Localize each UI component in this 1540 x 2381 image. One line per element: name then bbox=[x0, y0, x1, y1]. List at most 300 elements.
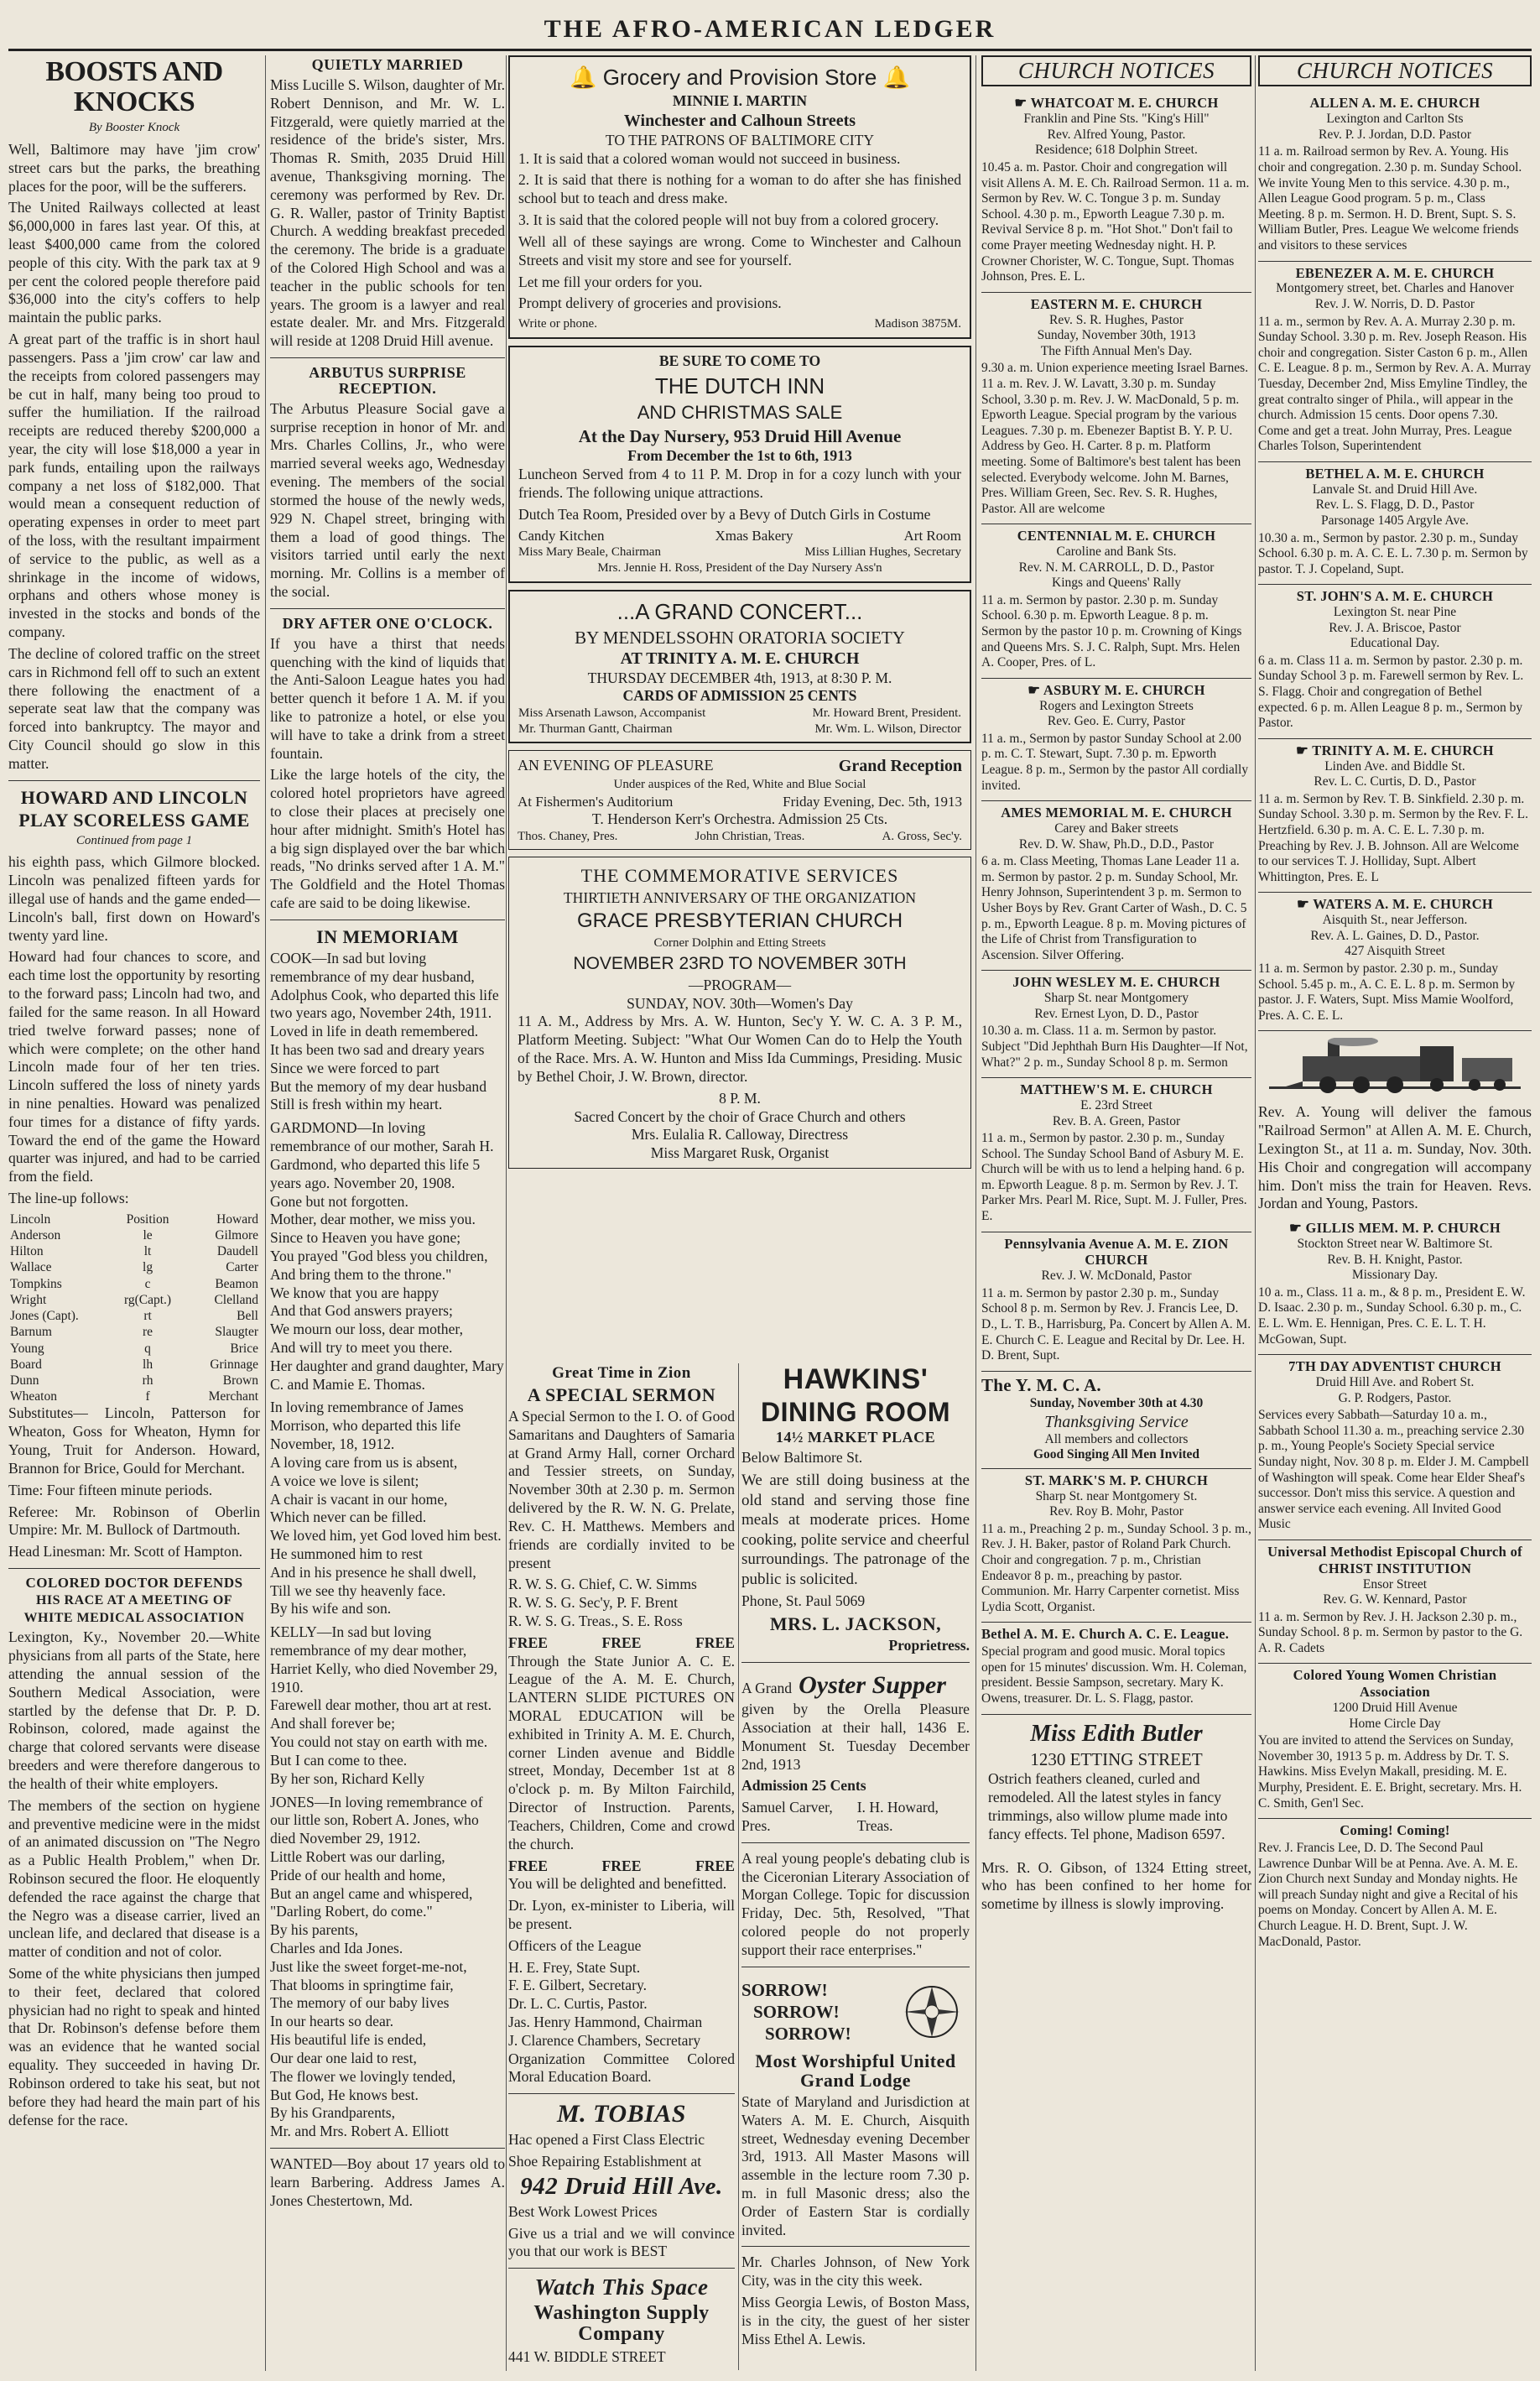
oyster-title: Oyster Supper bbox=[799, 1670, 946, 1699]
church-line: Rev. G. W. Kennard, Pastor bbox=[1323, 1592, 1467, 1607]
headline-dry: DRY AFTER ONE O'CLOCK. bbox=[282, 614, 493, 632]
church-body: 11 a. m. Sermon by pastor. 2.30 p. m., Sunday School. 5.45 p. m., A. C. E. L. 8 p. m. Sermon by pastor. J. F. Waters, Supt. Miss Mamie Woolford, Pres. A. C. E. L. bbox=[1258, 961, 1516, 1023]
poem-line: That blooms in springtime fair, bbox=[270, 1976, 454, 1993]
church-notice bbox=[981, 293, 1251, 525]
dutch-line: Dutch Tea Room, Presided over by a Bevy of Dutch Girls in Costume bbox=[518, 505, 931, 523]
lineup-cell: Grinnage bbox=[210, 1357, 258, 1372]
commem-line: Sacred Concert by the choir of Grace Church and others bbox=[574, 1107, 906, 1125]
church-name: ALLEN A. M. E. CHURCH bbox=[1309, 95, 1480, 112]
church-notice bbox=[1258, 91, 1532, 261]
lineup-cell: Beamon bbox=[215, 1276, 258, 1291]
grocery-item: Well all of these sayings are wrong. Come to Winchester and Calhoun Streets and visit my store and see for yourself. bbox=[518, 232, 961, 268]
church-body: 11 a. m., Sermon by pastor. 2.30 p. m., Sunday School. The Sunday School Band of Asbury M. E. Church will be with us to lend a helping hand. 6 p. m. Epworth League. 8 p. m. Sermon by Rev. J. T. Parker Mrs. Pearl M. Rice, Supt. M. J. Fuller, Pres. E. bbox=[981, 1131, 1247, 1224]
article-paragraph: Howard had four chances to score, and each time lost the opportunity by resorting to the forward pass; Lincoln had two, and failed for the same reason. In all Howard tried twelve forward passes; none of which were complete; on the other hand Lincoln made four of her ten tries. Lincoln suffered the loss of ninety yards in nine penalties. Howard was penalized four times for a distance of fifty yards. Toward the end of the game the Howard quarter was injured, and had to be carried from the field. bbox=[8, 948, 260, 1185]
tobias-line: Best Work Lowest Prices bbox=[508, 2202, 658, 2220]
poem-line: And shall forever be; bbox=[270, 1715, 396, 1732]
church-name-text: WHATCOAT M. E. CHURCH bbox=[1030, 95, 1219, 112]
bell-icon: 🔔 bbox=[882, 65, 910, 90]
poem-line: But I can come to thee. bbox=[270, 1751, 408, 1769]
commemorative-ad bbox=[508, 857, 971, 1169]
lineup-cell: Wallace bbox=[10, 1260, 52, 1275]
separator bbox=[508, 2093, 735, 2094]
dining-phone: Phone, St. Paul 5069 bbox=[741, 1592, 866, 1610]
commem-line: —PROGRAM— bbox=[688, 976, 792, 993]
church-line: Rev. Ernest Lyon, D. D., Pastor bbox=[1034, 1006, 1199, 1021]
church-line: Lexington St. near Pine bbox=[1333, 605, 1457, 620]
poem-line: But God, He knows best. bbox=[270, 2086, 419, 2103]
grocery-owner: MINNIE I. MARTIN bbox=[672, 92, 808, 110]
church-notice bbox=[1258, 1540, 1532, 1665]
grocery-item: Let me fill your orders for you. bbox=[518, 273, 703, 290]
lineup-col: Position bbox=[126, 1211, 169, 1227]
article-paragraph: The United Railways collected at least $6,000,000 in fares last year. Of this, at least $400,000 came from the colored people of this city. With the park tax at 9 per cent the colored people therefore paid $36,000 into the city's coffers to help maintain the public parks. bbox=[8, 199, 260, 326]
church-notice bbox=[1258, 462, 1532, 585]
church-line: Sunday, November 30th, 1913 bbox=[1037, 328, 1196, 343]
grocery-ad bbox=[508, 55, 971, 339]
commem-line: THIRTIETH ANNIVERSARY OF THE ORGANIZATION bbox=[563, 888, 917, 906]
church-body: Rev. J. Francis Lee, D. D. The Second Paul Lawrence Dunbar Will be at Penna. Ave. A. M. E. Zion Church next Sunday and Monday nights. He will preach Sunday night and give a Recital of his poems on Monday. Concert by Allen A. M. E. Church League. H. D. Brent, Supt. J. W. MacDonald, Pastor. bbox=[1258, 1841, 1518, 1949]
dutch-subtitle: AND CHRISTMAS SALE bbox=[637, 401, 843, 423]
poem-line: Farewell dear mother, thou art at rest. bbox=[270, 1696, 492, 1714]
oyster-line: given by the Orella Pleasure Association at their hall, 1436 E. Monument St. Tuesday December 2nd, 1913 bbox=[741, 1701, 970, 1773]
church-line: Rev. B. H. Knight, Pastor. bbox=[1327, 1252, 1463, 1267]
reception-ad bbox=[508, 750, 971, 850]
lineup-cell: Wheaton bbox=[10, 1389, 57, 1404]
lineup-cell: Carter bbox=[226, 1260, 258, 1275]
butler-address: 1230 ETTING STREET bbox=[1030, 1749, 1203, 1770]
church-line: Missionary Day. bbox=[1351, 1268, 1439, 1283]
poem-line: Mother, dear mother, we miss you. bbox=[270, 1211, 476, 1228]
concert-line: BY MENDELSSOHN ORATORIA SOCIETY bbox=[575, 627, 905, 648]
poem-line: A voice we love is silent; bbox=[270, 1472, 419, 1489]
concert-admission: CARDS OF ADMISSION 25 CENTS bbox=[622, 687, 857, 705]
byline: By Booster Knock bbox=[88, 121, 180, 135]
officer: Thos. Chaney, Pres. bbox=[518, 829, 618, 843]
poem-line: And bring them to the throne." bbox=[270, 1265, 452, 1283]
article-paragraph: The members of the section on hygiene and preventive medicine were in the midst of an animated discussion on "The Negro as a Public Health Problem," when Dr. Robinson secured the floor. He eloquently defended the race against the charge that the Negro was a disease carrier, lived an unclean life, and declared that disease is a matter of condition and not of color. bbox=[8, 1796, 260, 1961]
reception-venue bbox=[518, 793, 962, 810]
poem-line: Which never can be filled. bbox=[270, 1508, 427, 1526]
church-body: 10.45 a. m. Pastor. Choir and congregation will visit Allens A. M. E. Ch. Railroad Sermon. 11 a. m. Sermon by Rev. W. C. Tongue 3 p. m. Sunday School. 4.30 p. m., Epworth League 7.30 p. m. Revival Service 8 p. m. "Hot Shot." Don't fail to come Prayer meeting Wednesday night. H. P. Crowner Chorister, W. C. Tongue, Supt. Thomas Johnson, Pres. E. L. bbox=[981, 160, 1250, 284]
classified-wanted: WANTED—Boy about 17 years old to learn Barbering. Address James A. Jones Chestertown, Md. bbox=[270, 2154, 505, 2209]
poem-line: Since to Heaven you have gone; bbox=[270, 1229, 461, 1247]
church-name: Pennsylvania Avenue A. M. E. ZION CHURCH bbox=[1004, 1235, 1229, 1269]
church-line: Thanksgiving Service bbox=[1044, 1412, 1189, 1431]
church-line: Ensor Street bbox=[1362, 1576, 1428, 1592]
hawkins-name: HAWKINS' bbox=[783, 1363, 929, 1395]
butler-ad bbox=[981, 1715, 1251, 1852]
poem-line: Mr. and Mrs. Robert A. Elliott bbox=[270, 2123, 450, 2140]
debate-text: A real young people's debating club is the Ciceronian Literary Association of Morgan College. Topic for discussion Friday, Dec. 5th, Resolved, "That colored people do not properly support their race enterprises." bbox=[741, 1849, 970, 1958]
poem-line: The memory of our baby lives bbox=[270, 1994, 450, 2012]
church-line: Rev. P. J. Jordan, D.D. Pastor bbox=[1319, 127, 1471, 142]
church-name bbox=[981, 682, 1251, 699]
memoriam-notices bbox=[270, 950, 505, 2141]
lineup-cell: Merchant bbox=[208, 1389, 258, 1404]
pointing-hand-icon: ☛ bbox=[1288, 1220, 1303, 1237]
lineup-cell: Hilton bbox=[10, 1244, 44, 1259]
lineup-row bbox=[8, 1341, 260, 1357]
sorrow-word: SORROW! bbox=[741, 1979, 828, 2000]
butler-name: Miss Edith Butler bbox=[1030, 1720, 1203, 1747]
article-paragraph: If you have a thirst that needs quenching with the kind of liquids that the Anti-Saloon League hates you had better quench it before 1 A. M. if you like to patronize a hotel, or else you will have to take a drink from a street fountain. bbox=[270, 634, 505, 762]
concert-officers bbox=[518, 706, 961, 722]
lineup-cell: Daudell bbox=[216, 1244, 258, 1259]
lineup-cell: q bbox=[144, 1341, 151, 1356]
poem-line: And that God answers prayers; bbox=[270, 1302, 453, 1320]
church-line: Lanvale St. and Druid Hill Ave. bbox=[1312, 482, 1478, 497]
church-body: 10 a. m., Class. 11 a. m., & 8 p. m., President E. W. D. Isaac. 2.30 p. m., Sunday School. 6.30 p. m., C. E. L. Wm. E. Hennigan, Pres. C. E. L. T. H. McGowan, Supt. bbox=[1258, 1284, 1526, 1347]
church-body: 10.30 a. m., Sermon by pastor. 2.30 p. m., Sunday School. 6.30 p. m. A. C. E. L. 7.30 p. m. Sermon by pastor. T. J. Copeland, Supt. bbox=[1258, 530, 1528, 576]
headline-game: HOWARD AND LINCOLN bbox=[20, 786, 248, 808]
dining-line: Below Baltimore St. bbox=[741, 1449, 863, 1467]
lineup-cell: Tompkins bbox=[10, 1276, 62, 1291]
separator bbox=[270, 357, 505, 358]
column-1 bbox=[8, 55, 260, 2371]
church-body: 11 a. m., sermon by Rev. A. A. Murray 2.30 p. m. Sunday School. 3.30 p. m. Rev. Joseph Reason. His choir and congregation. Sister Caston 6 p. m., Allen C. E. League. 8 p. m., Sermon by Rev. A. A. Murray Tuesday, December 2nd, Miss Emyline Tindley, the great contralto singer of Phila., will appear in the church. Admission 15 cents. Door opens 7.30. Come and get a treat. John Murray, Pres. League Charles Tolson, Superintendent bbox=[1258, 314, 1532, 454]
lineup-row bbox=[8, 1308, 260, 1324]
lineup-row bbox=[8, 1292, 260, 1308]
church-line: Druid Hill Ave. and Robert St. bbox=[1315, 1374, 1475, 1389]
dutch-title: THE DUTCH INN bbox=[654, 373, 825, 399]
lineup-cell: le bbox=[143, 1228, 153, 1243]
church-line: Caroline and Bank Sts. bbox=[1056, 544, 1177, 560]
poem-line: By her son, Richard Kelly bbox=[270, 1769, 425, 1787]
church-body: You are invited to attend the Services on Sunday, November 30, 1913 5 p. m. Address by Dr. T. S. Hawkins. Miss Evelyn Makall, presiding. M. E. Murphy, President. E. E. Bright, secretary. Mrs. H. C. Smith, Gen'l Sec. bbox=[1258, 1733, 1522, 1810]
grocery-phone: Madison 3875M. bbox=[874, 317, 961, 331]
poem-line: By his parents, bbox=[270, 1921, 359, 1939]
poem-line: In our hearts so dear. bbox=[270, 2013, 394, 2030]
personal-note: Miss Georgia Lewis, of Boston Mass, is in the city, the guest of her sister Miss Ethel A. Lewis. bbox=[741, 2294, 970, 2347]
article-paragraph: The Arbutus Pleasure Social gave a surprise reception in honor of Mr. and Mrs. Charles Collins, Jr., who were married several weeks ago, Wednesday evening. The members of the social stormed the house of the newly weds, 929 N. Chapel street, bringing with them a load of good things. The visitors tarried until early the next morning. Mr. Collins is a member of the social. bbox=[270, 399, 505, 600]
grocery-item: 2. It is said that there is nothing for a woman to do after she has finished school but to teach and dress make. bbox=[518, 171, 961, 207]
church-name: CENTENNIAL M. E. CHURCH bbox=[1017, 528, 1216, 544]
oyster-admission: Admission 25 Cents bbox=[741, 1777, 866, 1795]
free-label: FREE bbox=[695, 1633, 735, 1651]
headline-doctor-2: HIS RACE AT A MEETING OF bbox=[35, 1592, 233, 1607]
sorrow-words bbox=[741, 1979, 851, 2045]
reception-head bbox=[518, 756, 962, 777]
lineup-cell: rt bbox=[143, 1309, 152, 1324]
poem-line: Little Robert was our darling, bbox=[270, 1847, 445, 1865]
commem-program: 11 A. M., Address by Mrs. A. W. Hunton, Sec'y Y. W. C. A. 3 P. M., Platform Meeting. Subject: "What Our Women Can do to Help the Youth of the Race. Mrs. A. W. Hunton and Miss Ida Cummings, Presiding. Music by Bethel Choir, J. W. Brown, director. bbox=[518, 1013, 962, 1085]
church-body: 11 a. m., Preaching 2 p. m., Sunday School. 3 p. m., Rev. J. H. Baker, pastor of Roland Park Church. Choir and congregation. 7 p. m., Christian Endeavor 8 p. m., preaching by pastor. Communion. Mr. Harry Carpenter cornetist. Miss Lydia Scott, Organist. bbox=[981, 1521, 1251, 1614]
church-name bbox=[1258, 742, 1532, 759]
church-line: Rev. N. M. CARROLL, D. D., Pastor bbox=[1018, 560, 1215, 575]
lineup-cell: Wright bbox=[10, 1292, 47, 1307]
sermon-head: A SPECIAL SERMON bbox=[527, 1383, 716, 1405]
church-body: Special program and good music. Moral topics open for 15 minutes' discussion. Wm. H. Coleman, president. Bessie Sampson, secretary. Mary K. Owens, treasurer. Dr. L. S. Flagg, pastor. bbox=[981, 1644, 1247, 1706]
lineup-cell: lh bbox=[143, 1357, 153, 1372]
church-line: Rev. Roy B. Mohr, Pastor bbox=[1049, 1504, 1184, 1519]
church-name-text: GILLIS MEM. M. P. CHURCH bbox=[1305, 1220, 1501, 1237]
league-officer: J. Clarence Chambers, Secretary bbox=[508, 2031, 701, 2049]
lineup-row bbox=[8, 1324, 260, 1340]
oyster-head bbox=[741, 1670, 970, 1701]
church-notices-head: CHURCH NOTICES bbox=[1258, 55, 1532, 86]
church-body: 6 a. m. Class Meeting, Thomas Lane Leader 11 a. m. Sermon by pastor. 2 p. m. Sunday School, Mr. Henry Johnson, Superintendent 3 p. m. Sermon to Usher Boys by Rev. Grant Carter of Wash., D. C. 5 p. m., Epworth League. 8 p. m. Moving pictures of the Life of Christ from Transfiguration to Ascension. Silver Offering. bbox=[981, 854, 1247, 962]
lineup-cell: c bbox=[144, 1276, 151, 1291]
dutch-officers bbox=[518, 544, 961, 560]
poem-line: "Darling Robert, do come." bbox=[270, 1903, 433, 1920]
church-name bbox=[981, 95, 1251, 112]
poem-line: Charles and Ida Jones. bbox=[270, 1940, 403, 1957]
column-6 bbox=[1258, 55, 1532, 2371]
lineup-cell: Barnum bbox=[10, 1325, 52, 1340]
train-engraving bbox=[1258, 1038, 1532, 1097]
church-line: Good Singing All Men Invited bbox=[1033, 1447, 1200, 1462]
sorrow-banner bbox=[741, 1974, 970, 2050]
masonic-emblem-icon bbox=[894, 1974, 970, 2050]
church-name: Colored Young Women Christian Association bbox=[1293, 1667, 1497, 1701]
separator bbox=[8, 780, 260, 781]
concert-ad bbox=[508, 590, 971, 744]
poem-line: But the memory of my dear husband bbox=[270, 1077, 486, 1095]
article-paragraph: his eighth pass, which Gilmore blocked. Lincoln was penalized fifteen yards for illegal use of hands and the game ended—Lincoln's ball, first down on Howard's twenty yard line. bbox=[8, 853, 260, 944]
officer: Miss Arsenath Lawson, Accompanist bbox=[518, 706, 706, 721]
church-notice bbox=[1258, 1217, 1532, 1355]
church-name: 7TH DAY ADVENTIST CHURCH bbox=[1288, 1358, 1501, 1375]
attraction: Art Room bbox=[903, 528, 961, 544]
church-body: 11 a. m. Sermon by pastor. 2.30 p. m. Sunday School. 6.30 p. m. Epworth League. 8 p. m. Sermon by the pastor 10 p. m. Crowning of Kings and Queens Mrs. S. J. C. Ralph, Supt. Mrs. Helen A. Cooper, Pres. of L. bbox=[981, 592, 1242, 670]
church-line: 1200 Druid Hill Avenue bbox=[1332, 1701, 1458, 1716]
pointing-hand-icon: ☛ bbox=[1296, 742, 1309, 758]
reception-line: Under auspices of the Red, White and Blue Social bbox=[613, 778, 866, 792]
church-line: Rev. L. C. Curtis, D. D., Pastor bbox=[1314, 774, 1476, 789]
separator bbox=[8, 1568, 260, 1569]
church-line: Home Circle Day bbox=[1349, 1716, 1441, 1731]
article-paragraph: A great part of the traffic is in short haul passengers. Pass a 'jim crow' car law and the receipts from colored passengers may be cut in half, many being too proud to suffer the humiliation. If the railroad receipts are reduced thereby $200,000 a year, the city will lose $18,000 a year in park funds, entailing upon the railways company a net loss of $182,000. That would mean a consequent reduction of operating expenses in order to meet part of the loss, with the resultant impairment of service to the public, as well as a shrinkage in the income of widows, orphans and others whose money is invested in the stocks and bonds of the company. bbox=[8, 331, 260, 641]
commem-line: Corner Dolphin and Etting Streets bbox=[653, 936, 826, 951]
grocery-to: TO THE PATRONS OF BALTIMORE CITY bbox=[605, 131, 875, 148]
church-line: Rev. J. A. Briscoe, Pastor bbox=[1329, 620, 1461, 635]
attraction: Xmas Bakery bbox=[715, 528, 793, 544]
church-line: Aisquith St., near Jefferson. bbox=[1322, 913, 1468, 928]
church-line: Franklin and Pine Sts. "King's Hill" bbox=[1023, 112, 1210, 127]
poem-line: His beautiful life is ended, bbox=[270, 2031, 427, 2049]
league-officer: F. E. Gilbert, Secretary. bbox=[508, 1977, 648, 1994]
article-paragraph: Referee: Mr. Robinson of Oberlin Umpire: Mr. M. Bullock of Dartmouth. bbox=[8, 1503, 260, 1539]
church-name: The Y. M. C. A. bbox=[981, 1374, 1101, 1395]
article-paragraph: The line-up follows: bbox=[8, 1190, 129, 1206]
poem-line: Gone but not forgotten. bbox=[270, 1192, 408, 1210]
tobias-line: Hac opened a First Class Electric bbox=[508, 2130, 705, 2148]
church-line: Rev. S. R. Hughes, Pastor bbox=[1048, 312, 1184, 327]
dutch-line: BE SURE TO COME TO bbox=[658, 352, 821, 369]
dining-room: DINING ROOM bbox=[761, 1396, 950, 1427]
dutch-line: Luncheon Served from 4 to 11 P. M. Drop in for a cozy lunch with your friends. The following unique attractions. bbox=[518, 465, 961, 501]
tobias-line: Give us a trial and we will convince you that our work is BEST bbox=[508, 2224, 735, 2260]
poem-line: A chair is vacant in our home, bbox=[270, 1490, 448, 1508]
officer: R. W. S. G. Chief, C. W. Simms bbox=[508, 1576, 697, 1593]
church-line: Lexington and Carlton Sts bbox=[1326, 112, 1464, 127]
league-officer: Dr. L. C. Curtis, Pastor. bbox=[508, 1995, 648, 2013]
separator bbox=[270, 2148, 505, 2149]
poem-line: He summoned him to rest bbox=[270, 1545, 423, 1562]
column-3 bbox=[508, 1363, 735, 2370]
free-label: FREE bbox=[695, 1857, 735, 1874]
church-notice bbox=[1258, 893, 1532, 1031]
church-body: 10.30 a. m. Class. 11 a. m. Sermon by pastor. Subject "Did Jephthah Burn His Daughter—If Not, What?" 2 p. m., Sunday School 8 p. m. Sermon bbox=[981, 1024, 1248, 1070]
lineup-row bbox=[8, 1357, 260, 1373]
personal-note: Mr. Charles Johnson, of New York City, was in the city this week. bbox=[741, 2253, 970, 2290]
church-line: Rev. Geo. E. Curry, Pastor bbox=[1047, 714, 1186, 729]
tobias-address: 942 Druid Hill Ave. bbox=[520, 2173, 723, 2201]
article-paragraph: The decline of colored traffic on the street cars in Richmond fell off to such an extent there following the enactment of a seperate seat law that the company was forced into bankruptcy. The mayor and City Council should go slow in this matter. bbox=[8, 644, 260, 772]
grocery-contact bbox=[518, 316, 961, 332]
church-name bbox=[1258, 896, 1532, 913]
headline-memoriam: IN MEMORIAM bbox=[316, 925, 459, 947]
sermon-text: A Special Sermon to the I. O. of Good Samaritans and Daughters of Samaria at Grand Army Hall, corner Orchard and Tessier streets, on Sunday, November 30th at 2.30 p. m. Sermon delivered by the R. W. N. G. Prelate, Rev. C. H. Matthews. Members and friends are cordially invited to be present bbox=[508, 1408, 735, 1571]
church-line: Stockton Street near W. Baltimore St. bbox=[1297, 1237, 1493, 1252]
poem-line: Loved in life in death remembered. bbox=[270, 1023, 479, 1040]
commem-line: Miss Margaret Rusk, Organist bbox=[650, 1144, 830, 1162]
poem-line: And in his presence he shall dwell, bbox=[270, 1563, 476, 1581]
poem-line: Since we were forced to part bbox=[270, 1059, 440, 1076]
butler-text: Ostrich feathers cleaned, curled and remodeled. All the latest styles in fancy trimmings, also willow plume made into fancy effects. Tel phone, Madison 6597. bbox=[988, 1770, 1228, 1842]
church-body: 11 a. m. Sermon by pastor 2.30 p. m., Sunday School 8 p. m. Sermon by Rev. J. Francis Lee, D. D., L. T. B., Harrisburg, Pa. Concert by Allen A. M. E. Church C. E. League and Recital by Dr. Lee. H. D. Brent, Supt. bbox=[981, 1285, 1251, 1363]
lineup-cell: re bbox=[143, 1325, 153, 1340]
reception-line: AN EVENING OF PLEASURE bbox=[518, 757, 714, 774]
poem-line: You could not stay on earth with me. bbox=[270, 1733, 488, 1751]
free-label: FREE bbox=[601, 1633, 642, 1651]
church-line: Linden Ave. and Biddle St. bbox=[1324, 758, 1465, 774]
lineup-cell: Gilmore bbox=[215, 1228, 258, 1243]
free-row bbox=[508, 1634, 735, 1653]
church-name: BETHEL A. M. E. CHURCH bbox=[1305, 465, 1485, 482]
dining-text: We are still doing business at the old stand and serving those fine meals at moderate prices. Home cooking, polite service and cheerful surroundings. The patronage of the public is solicited. bbox=[741, 1471, 970, 1588]
sorrow-word: SORROW! bbox=[765, 2023, 851, 2044]
commem-line: SUNDAY, NOV. 30th—Women's Day bbox=[627, 994, 853, 1012]
lineup-cell: Anderson bbox=[10, 1228, 61, 1243]
church-name: AMES MEMORIAL M. E. CHURCH bbox=[1001, 805, 1232, 821]
church-name: MATTHEW'S M. E. CHURCH bbox=[1020, 1081, 1213, 1098]
dining-prop: Proprietress. bbox=[888, 1637, 970, 1654]
memoriam-notice: KELLY—In sad but loving remembrance of my dear mother, Harriet Kelly, who died November 29, 1910. bbox=[270, 1623, 497, 1696]
church-notice bbox=[1258, 1819, 1532, 1956]
lineup-cell: f bbox=[145, 1389, 150, 1404]
lodge-text: State of Maryland and Jurisdiction at Waters A. M. E. Church, Aisquith street, Wednesday evening December 3rd, 1913. All Master Masons will assemble in the lecture room 7.30 p. m. in full Masonic dress; also the Order of Eastern Star is cordially invited. bbox=[741, 2092, 970, 2238]
lodge-head: Most Worshipful United Grand Lodge bbox=[755, 2050, 956, 2091]
church-notice bbox=[981, 91, 1251, 292]
church-name bbox=[1258, 1220, 1532, 1237]
church-body: 11 a. m. Sermon by Rev. J. H. Jackson 2.30 p. m., Sunday School. 8 p. m. Sermon by pastor to the G. A. R. Cadets bbox=[1258, 1609, 1523, 1655]
lineup-col: Lincoln bbox=[10, 1211, 51, 1227]
grocery-item: 3. It is said that the colored people will not buy from a colored grocery. bbox=[518, 211, 939, 229]
lantern-text: Officers of the League bbox=[508, 1936, 642, 1954]
grocery-streets: Winchester and Calhoun Streets bbox=[623, 112, 856, 131]
officer: Mr. Wm. L. Wilson, Director bbox=[814, 722, 961, 736]
lineup-header bbox=[8, 1211, 260, 1227]
church-line: Rev. J. W. Norris, D. D. Pastor bbox=[1314, 297, 1475, 311]
lineup-row bbox=[8, 1227, 260, 1243]
headline-boosts: BOOSTS AND KNOCKS bbox=[45, 56, 223, 117]
tobias-name: M. TOBIAS bbox=[556, 2100, 686, 2128]
poem-line: A loving care from us is absent, bbox=[270, 1453, 458, 1471]
church-line: All members and collectors bbox=[1044, 1431, 1189, 1446]
church-notice bbox=[981, 1232, 1251, 1372]
poem-line: And will try to meet you there. bbox=[270, 1339, 453, 1357]
ymca-notice bbox=[981, 1372, 1251, 1469]
article-paragraph: Miss Lucille S. Wilson, daughter of Mr. Robert Dennison, and Mr. W. L. Fitzgerald, were quietly married at the residence of the bride's sister, Mrs. Thomas R. Smith, 2035 Druid Hill avenue, Thanksgiving morning. The ceremony was performed by Rev. Dr. G. R. Waller, pastor of Trinity Baptist Church. A wedding breakfast preceded the ceremony. The bride is a graduate of the Colored High School and was a teacher in the public schools for ten years. The groom is a lawyer and real estate dealer. Mr. and Mrs. Fitzgerald will reside at 1208 Druid Hill avenue. bbox=[270, 76, 505, 350]
church-notices-head: CHURCH NOTICES bbox=[981, 55, 1251, 86]
poem-line: By his wife and son. bbox=[270, 1600, 392, 1618]
memoriam-notice: GARDMOND—In loving remembrance of our mother, Sarah H. Gardmond, who departed this life 5 years ago. November 20, 1908. bbox=[270, 1119, 494, 1191]
officer: A. Gross, Sec'y. bbox=[882, 829, 962, 843]
article-paragraph: Like the large hotels of the city, the colored hotel proprietors have agreed to close their places at precisely one hour after midnight. Smith's Hotel has a big sign displayed over the bar which reads, "No drinks served after 1 A. M." The Goldfield and the Hotel Thomas cafe are said to be doing likewise. bbox=[270, 766, 505, 912]
column-rule bbox=[738, 1363, 739, 2370]
church-name: EBENEZER A. M. E. CHURCH bbox=[1295, 264, 1495, 281]
church-line: The Fifth Annual Men's Day. bbox=[1040, 343, 1193, 358]
church-line: 427 Aisquith Street bbox=[1345, 944, 1445, 959]
free-row bbox=[508, 1857, 735, 1876]
church-name: Coming! Coming! bbox=[1340, 1822, 1450, 1839]
league-officer: H. E. Frey, State Supt. bbox=[508, 1958, 641, 1976]
officer: John Christian, Treas. bbox=[695, 829, 805, 843]
poem-line: We loved him, yet God loved him best. bbox=[270, 1527, 502, 1545]
article-paragraph: Substitutes— Lincoln, Patterson for Wheaton, Goss for Wheaton, Hymn for Young, Truit for Anderson. Howard, Brannon for Brice, Gould for Merchant. bbox=[8, 1404, 260, 1477]
church-line: G. P. Rodgers, Pastor. bbox=[1338, 1390, 1452, 1405]
grocery-item: Prompt delivery of groceries and provisions. bbox=[518, 294, 782, 312]
lineup-cell: Brice bbox=[230, 1341, 258, 1356]
memoriam-notice: COOK—In sad but loving remembrance of my dear husband, Adolphus Cook, who departed this life two years ago, November 24th, 1911. bbox=[270, 949, 499, 1022]
church-line: Kings and Queens' Rally bbox=[1052, 576, 1181, 591]
grocery-write: Write or phone. bbox=[518, 317, 597, 331]
church-body: 6 a. m. Class 11 a. m. Sermon by pastor. 2.30 p. m. Sunday School 3 p. m. Farewell sermon by Rev. L. S. Flagg. Choir and congregation of Bethel expected. 6 p. m. Allen League 8 p. m., Sermon by Pastor. bbox=[1258, 653, 1524, 731]
article-paragraph: Some of the white physicians then jumped to their feet, declared that colored physician had no right to speak and hinted that Dr. Robinson's defense before them was an evidence that he wanted social equality. They succeeded in having Dr. Robinson ordered to take his seat, but not before they had heard the main part of his defense for the race. bbox=[8, 1965, 260, 2128]
lineup-cell: Brown bbox=[222, 1373, 258, 1388]
concert-title: ...A GRAND CONCERT... bbox=[617, 598, 863, 624]
church-line: Rogers and Lexington Streets bbox=[1039, 698, 1194, 713]
watch-head: Watch This Space bbox=[534, 2274, 709, 2300]
poem-line: Our dear one laid to rest, bbox=[270, 2049, 417, 2066]
attraction: Candy Kitchen bbox=[518, 528, 605, 544]
dutch-president: Mrs. Jennie H. Ross, President of the Day Nursery Ass'n bbox=[597, 561, 882, 576]
church-body: Services every Sabbath—Saturday 10 a. m., Sabbath School 11.30 a. m., preaching service 2.30 p. m., Young People's Society Special service Sunday night, Nov. 30 8 p. m. Elder J. M. Campbell of Washington will speak. Come hear Elder Sheaf's successor. Don't miss this service. A question and answer service each evening. All Invited Good Music bbox=[1258, 1408, 1529, 1532]
lineup-row bbox=[8, 1373, 260, 1388]
church-notice bbox=[981, 801, 1251, 971]
dutch-inn-ad bbox=[508, 346, 971, 583]
church-name: JOHN WESLEY M. E. CHURCH bbox=[1012, 974, 1220, 991]
officer: Miss Lillian Hughes, Secretary bbox=[804, 545, 961, 560]
officer: Mr. Howard Brent, President. bbox=[812, 706, 961, 721]
poem-line: Her daughter and grand daughter, Mary C. and Mamie E. Thomas. bbox=[270, 1357, 504, 1393]
lineup-col: Howard bbox=[216, 1211, 258, 1227]
commem-church: GRACE PRESBYTERIAN CHURCH bbox=[576, 909, 903, 933]
church-line: Rev. D. W. Shaw, Ph.D., D.D., Pastor bbox=[1018, 836, 1215, 852]
church-notice bbox=[1258, 585, 1532, 739]
officer: R. W. S. G. Treas., S. E. Ross bbox=[508, 1612, 683, 1629]
church-body: 9.30 a. m. Union experience meeting Israel Barnes. 11 a. m. Rev. J. W. Lavatt, 3.30 p. m. Sunday School, 3.30 p. m. Rev. J. W. MacDonald, 5 p. m. Epworth League. Special program by the various Leagues. 7.30 p. m. Ebenezer Baptist B. Y. P. U. Address by Geo. H. Carter. 8 p. m. Platform meeting. Some of Baltimore's best talent has been selected. Everybody welcome. John M. Barnes, Pres. William Green, Sec. Rev. S. R. Hughes, Pastor. All are welcome bbox=[981, 361, 1249, 516]
lineup-cell: lt bbox=[143, 1244, 152, 1259]
lineup-row bbox=[8, 1243, 260, 1259]
pointing-hand-icon: ☛ bbox=[1014, 95, 1028, 112]
church-name: ST. JOHN'S A. M. E. CHURCH bbox=[1296, 588, 1494, 605]
church-name: Universal Methodist Episcopal Church of CHRIST INSTITUTION bbox=[1267, 1543, 1522, 1576]
reception-line: T. Henderson Kerr's Orchestra. Admission 25 Cts. bbox=[591, 810, 888, 827]
commem-line: Mrs. Eulalia R. Calloway, Directress bbox=[631, 1126, 849, 1144]
dining-owner: MRS. L. JACKSON, bbox=[769, 1613, 942, 1635]
church-name-text: TRINITY A. M. E. CHURCH bbox=[1312, 742, 1494, 758]
lineup-cell: Jones (Capt). bbox=[10, 1309, 79, 1324]
lineup-cell: Dunn bbox=[10, 1373, 39, 1388]
pointing-hand-icon: ☛ bbox=[1028, 681, 1041, 698]
church-notice bbox=[981, 1469, 1251, 1623]
masthead bbox=[0, 0, 1540, 54]
church-body: 11 a. m., Sermon by pastor Sunday School at 2.00 p. m. C. T. Stewart, Supt. 7.30 p. m. Epworth League. 8 p. m., Sermon by the pastor All cordially invited. bbox=[981, 731, 1249, 793]
column-4 bbox=[741, 1363, 970, 2370]
poem-line: You prayed "God bless you children, bbox=[270, 1247, 488, 1264]
